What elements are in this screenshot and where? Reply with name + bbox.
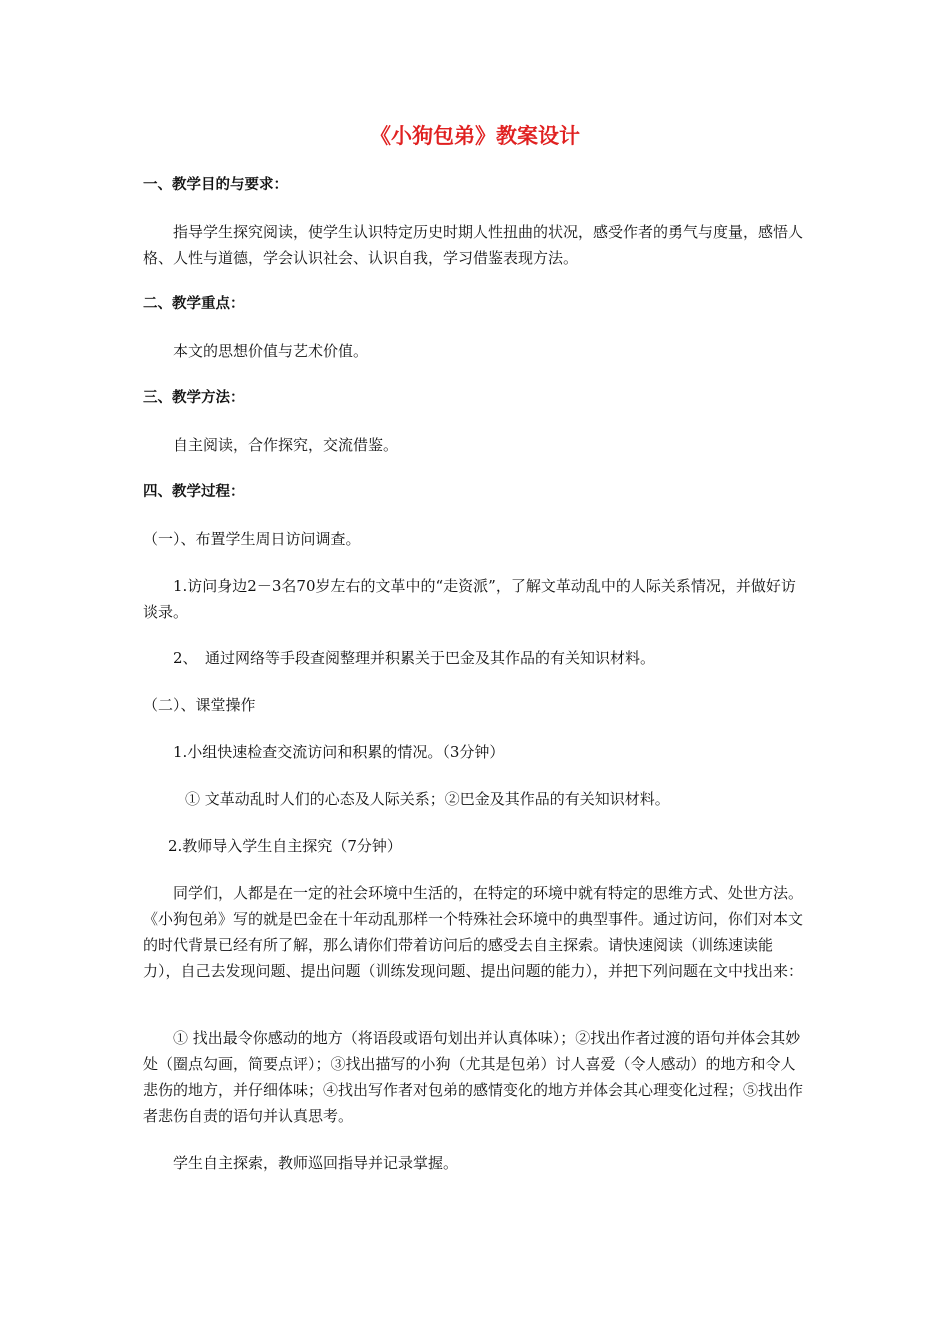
process-part2-title: （二）、课堂操作	[143, 696, 256, 714]
paragraph-focus: 本文的思想价值与艺术价值。	[173, 342, 369, 360]
process-part2-item2: 2.教师导入学生自主探究（7分钟）	[168, 837, 402, 855]
paragraph-tasks: ① 找出最令你感动的地方（将语段或语句划出并认真体味）；②找出作者过渡的语句并体会其妙处（圈点勾画，简要点评）；③找出描写的小狗（尤其是包弟）讨人喜爱（令人感动）的地方和令人悲伤的地方，并仔细体味；④找出写作者对包弟的感情变化的地方并体会其心理变化过程；⑤找出作者悲伤自责的语句并认真思考。	[143, 1029, 804, 1125]
paragraph-explore: 学生自主探索，教师巡回指导并记录掌握。	[173, 1154, 459, 1172]
paragraph-method: 自主阅读，合作探究，交流借鉴。	[173, 436, 399, 454]
process-part2-item1-sub: ① 文革动乱时人们的心态及人际关系；②巴金及其作品的有关知识材料。	[185, 790, 670, 808]
paragraph-goals: 指导学生探究阅读，使学生认识特定历史时期人性扭曲的状况，感受作者的勇气与度量，感悟人格、人性与道德，学会认识社会、认识自我，学习借鉴表现方法。	[143, 223, 804, 267]
heading-process: 四、教学过程：	[143, 484, 245, 500]
process-part1-title: （一）、布置学生周日访问调查。	[143, 530, 361, 548]
heading-method: 三、教学方法：	[143, 390, 245, 406]
process-part1-item1: 1.访问身边2－3名70岁左右的文革中的“走资派”，了解文革动乱中的人际关系情况，并做好访谈录。	[143, 577, 796, 621]
process-part1-item2: 2、 通过网络等手段查阅整理并积累关于巴金及其作品的有关知识材料。	[173, 649, 656, 667]
paragraph-intro: 同学们，人都是在一定的社会环境中生活的，在特定的环境中就有特定的思维方式、处世方法。《小狗包弟》写的就是巴金在十年动乱那样一个特殊社会环境中的典型事件。通过访问，你们对本文的时代背景已经有所了解，那么请你们带着访问后的感受去自主探索。请快速阅读（训练速读能力），自己去发现问题、提出问题（训练发现问题、提出问题的能力），并把下列问题在文中找出来：	[143, 884, 804, 980]
process-part2-item1: 1.小组快速检查交流访问和积累的情况。（3分钟）	[173, 743, 505, 761]
heading-goals: 一、教学目的与要求：	[143, 177, 288, 193]
document-title: 《小狗包弟》教案设计	[370, 124, 580, 148]
heading-focus: 二、教学重点：	[143, 296, 245, 312]
